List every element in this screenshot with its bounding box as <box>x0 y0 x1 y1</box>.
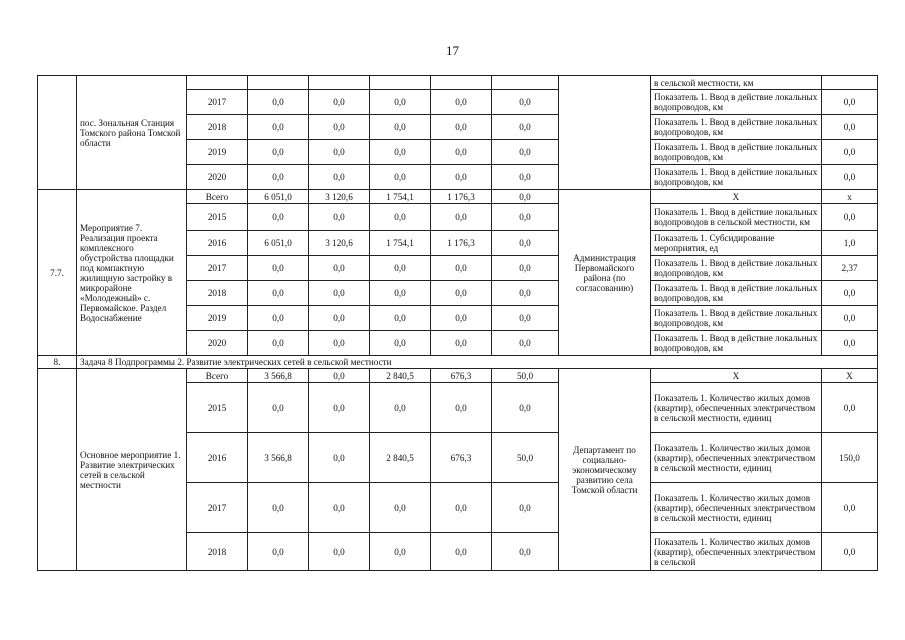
table-row: 2020 0,0 0,0 0,0 0,0 0,0 Показатель 1. Ввод в действие локальных водопроводов, км 0,0 <box>38 331 878 356</box>
indicator-cell: в сельской местности, км <box>651 76 822 90</box>
responsible-cell <box>559 76 651 190</box>
table-row: Основное мероприятие 1. Развитие электрических сетей в сельской местности Всего 3 566,8 0,0 2 840,5 676,3 50,0 Департамент по социально-экономическому развитию села Томской области Х Х <box>38 369 878 383</box>
table-row: 2018 0,0 0,0 0,0 0,0 0,0 Показатель 1. Ввод в действие локальных водопроводов, км 0,0 <box>38 281 878 306</box>
event-name: Мероприятие 7. Реализация проекта комплексного обустройства площадки под компактную жилищную застройку в микрорайоне «Молодежный» с. Первомайское. Раздел Водоснабжение <box>77 190 187 356</box>
table-row <box>38 76 878 90</box>
row-number-cell <box>38 76 77 190</box>
table-row: 2015 0,0 0,0 0,0 0,0 0,0 Показатель 1. Количество жилых домов (квартир), обеспеченных электричеством в сельской местности, единиц 0,0 <box>38 383 878 433</box>
table-row: 2020 0,0 0,0 0,0 0,0 0,0 Показатель 1. Ввод в действие локальных водопроводов, км 0,0 <box>38 165 878 190</box>
table-row: 7.7. Мероприятие 7. Реализация проекта комплексного обустройства площадки под компактную жилищную застройку в микрорайоне «Молодежный» с. Первомайское. Раздел Водоснабжение Всего 6 051,0 3 120,6 1 754,1 1 176,3 0,0 Администрация Первомайского района (по согласованию) Х х <box>38 190 878 204</box>
event-name: пос. Зональная Станция Томского района Томской области <box>77 76 187 190</box>
table-row: 2016 3 566,8 0,0 2 840,5 676,3 50,0 Показатель 1. Количество жилых домов (квартир), обеспеченных электричеством в сельской местности, единиц 150,0 <box>38 433 878 483</box>
page-number: 17 <box>446 43 459 58</box>
table-row: 2017 0,0 0,0 0,0 0,0 0,0 Показатель 1. Ввод в действие локальных водопроводов, км 2,37 <box>38 256 878 281</box>
table-row: 2019 0,0 0,0 0,0 0,0 0,0 Показатель 1. Ввод в действие локальных водопроводов, км 0,0 <box>38 306 878 331</box>
table-row: 2017 0,0 0,0 0,0 0,0 0,0 Показатель 1. Ввод в действие локальных водопроводов, км 0,0 <box>38 90 878 115</box>
section-title: Задача 8 Подпрограммы 2. Развитие электрических сетей в сельской местности <box>77 356 878 369</box>
table-row: 2016 6 051,0 3 120,6 1 754,1 1 176,3 0,0 Показатель 1. Субсидирование мероприятия, ед 1,0 <box>38 231 878 256</box>
event-name: Основное мероприятие 1. Развитие электрических сетей в сельской местности <box>77 369 187 571</box>
section-header-row <box>38 356 878 369</box>
responsible-cell: Администрация Первомайского района (по согласованию) <box>559 190 651 356</box>
program-table <box>37 75 878 571</box>
row-number-cell <box>38 369 77 571</box>
row-number-cell: 8. <box>38 356 77 369</box>
responsible-cell: Департамент по социально-экономическому развитию села Томской области <box>559 369 651 571</box>
row-number-cell: 7.7. <box>38 190 77 356</box>
table-row: 2018 0,0 0,0 0,0 0,0 0,0 Показатель 1. Ввод в действие локальных водопроводов, км 0,0 <box>38 115 878 140</box>
table-row: 2015 0,0 0,0 0,0 0,0 0,0 Показатель 1. Ввод в действие локальных водопроводов в сельской местности, км 0,0 <box>38 204 878 231</box>
table-row: 2018 0,0 0,0 0,0 0,0 0,0 Показатель 1. Количество жилых домов (квартир), обеспеченных электричеством в сельской 0,0 <box>38 533 878 571</box>
table-row: 2019 0,0 0,0 0,0 0,0 0,0 Показатель 1. Ввод в действие локальных водопроводов, км 0,0 <box>38 140 878 165</box>
table-row: 2017 0,0 0,0 0,0 0,0 0,0 Показатель 1. Количество жилых домов (квартир), обеспеченных электричеством в сельской местности, единиц 0,0 <box>38 483 878 533</box>
